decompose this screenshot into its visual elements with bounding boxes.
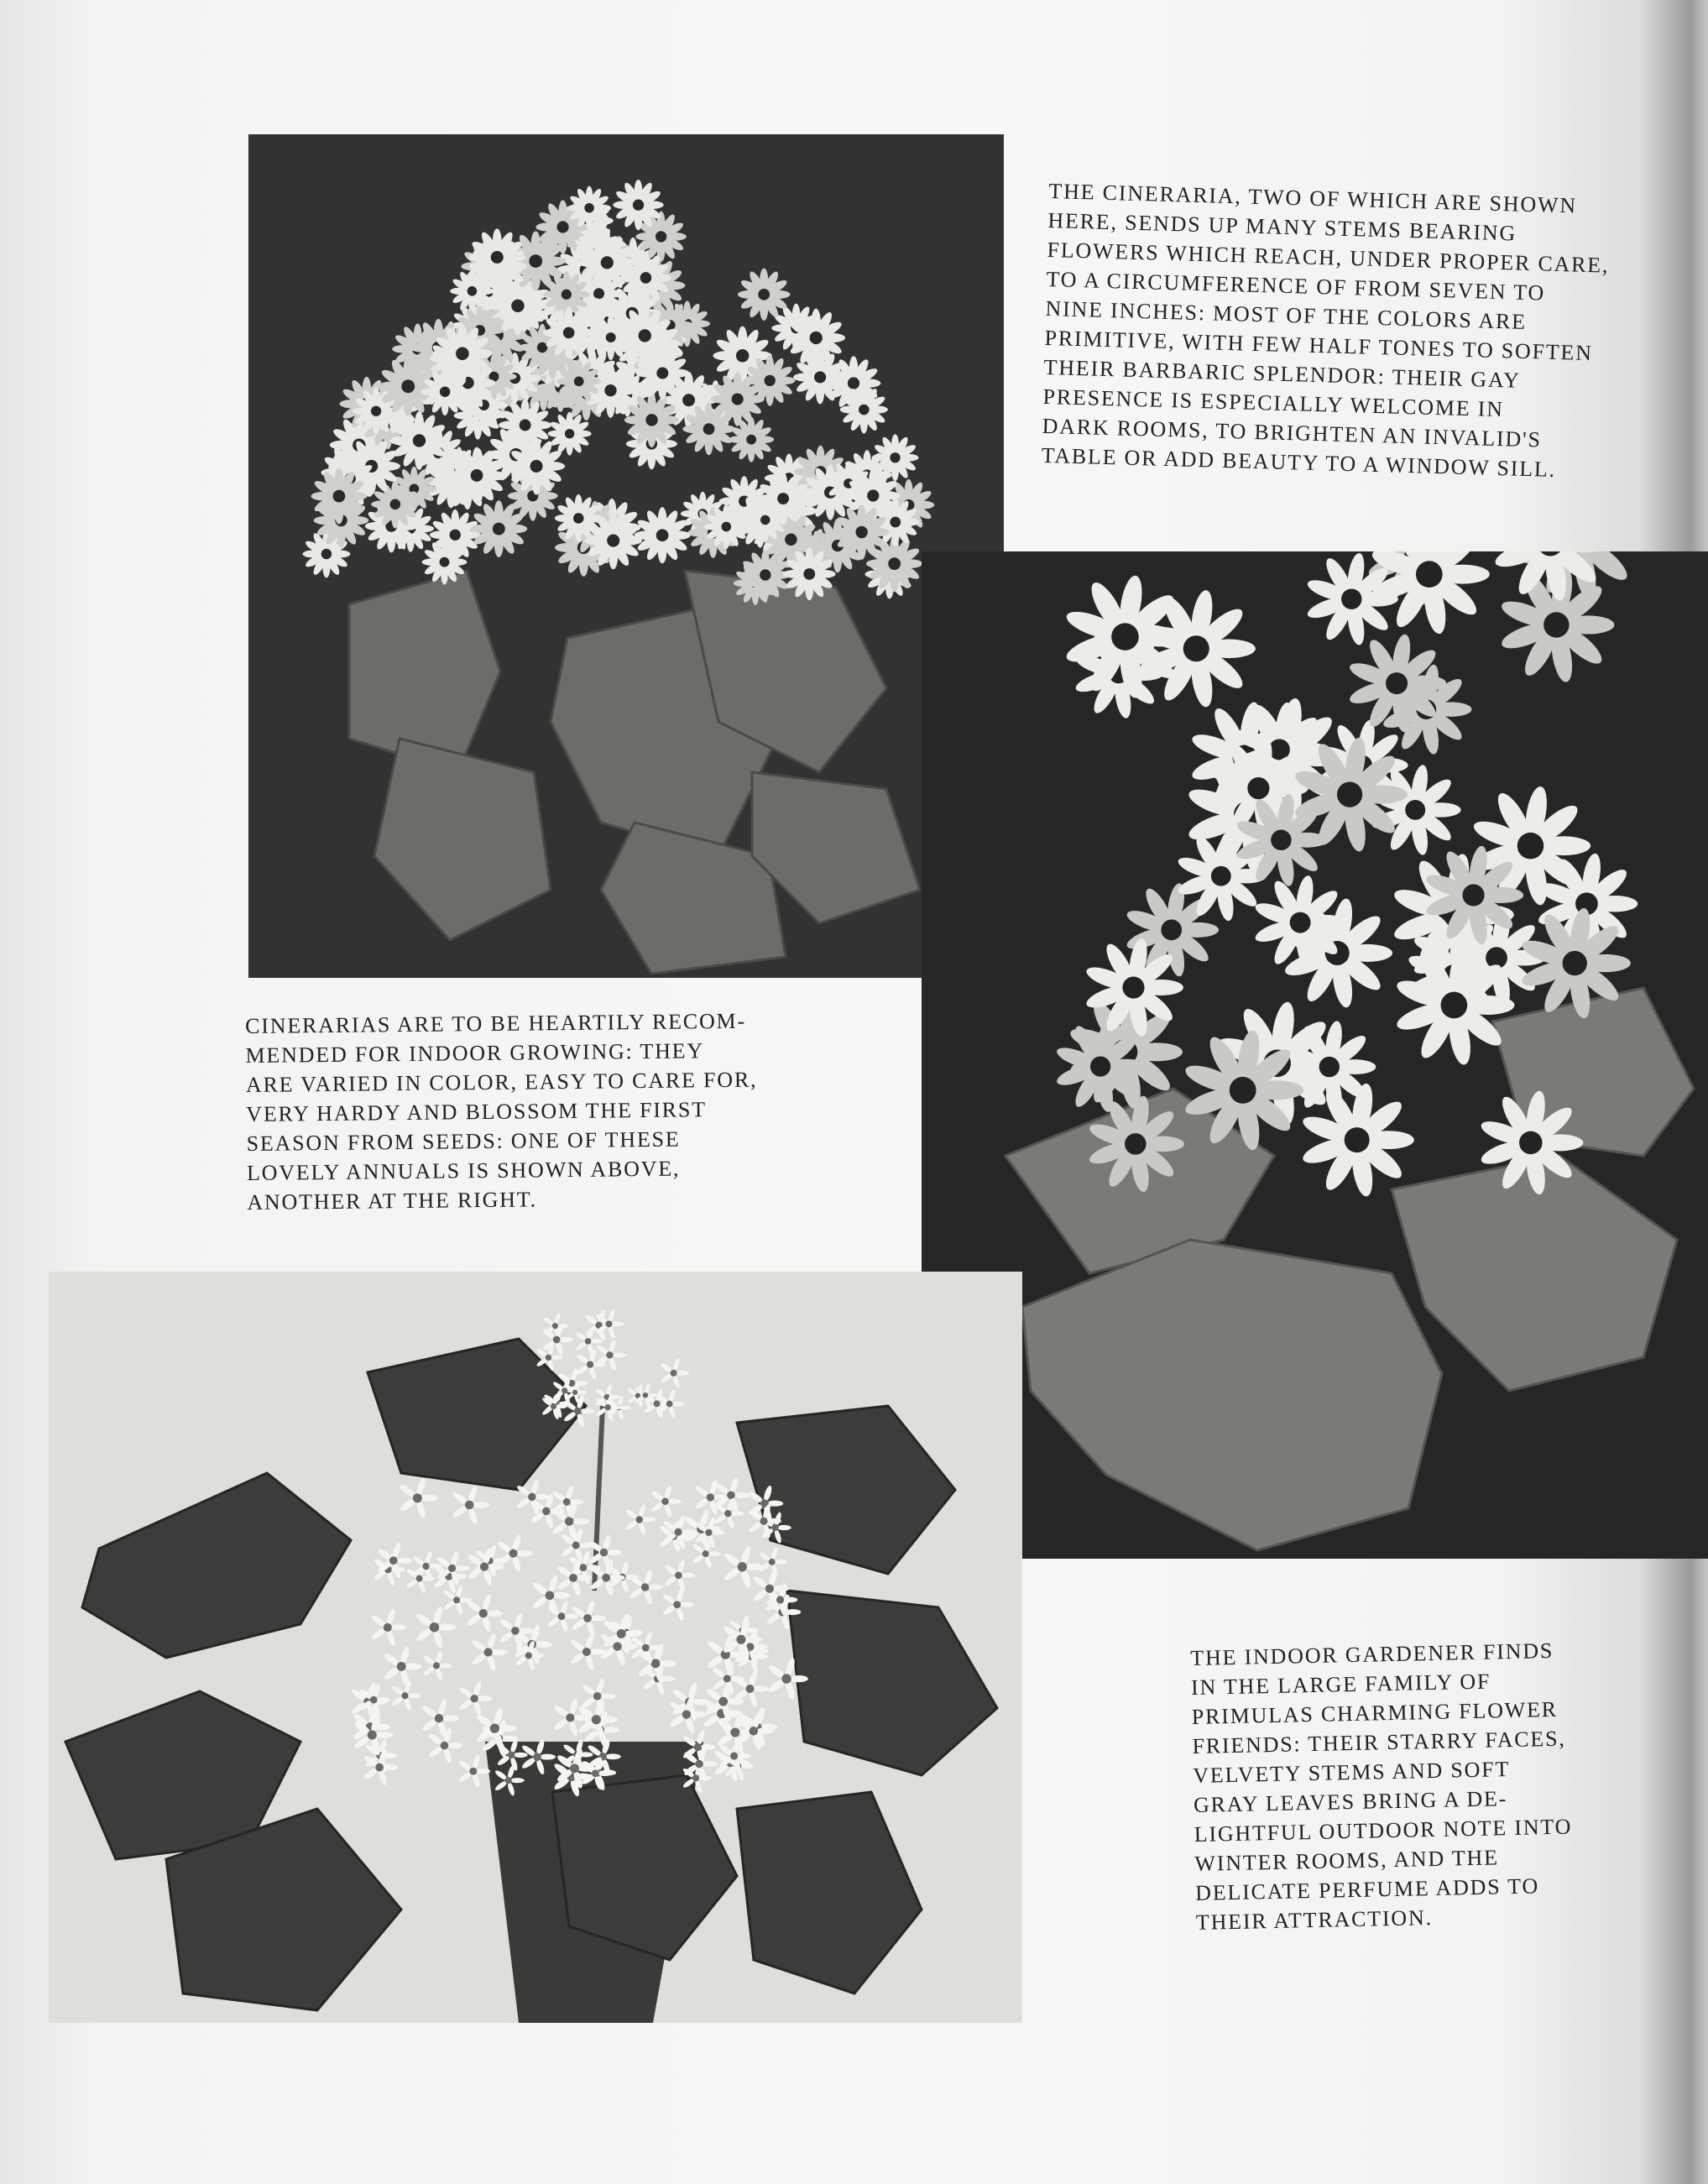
- caption-cineraria-top: THE CINERARIA, TWO OF WHICH ARE SHOWN HERE, SENDS UP MANY STEMS BEARING FLOWERS WHICH REACH, UNDER PROPER CARE, TO A CIRCUMFERENCE OF FROM SEVEN TO NINE INCHES: MOST OF THE COLORS ARE PRIMITIVE, WITH FEW HALF TONES TO SOFTEN THEIR BARBARIC SPLENDOR: THEIR GAY PRESENCE IS ESPECIALLY WELCOME IN DARK ROOMS, TO BRIGHTEN AN INVALID'S TABLE OR ADD BEAUTY TO A WINDOW SILL.: [1041, 178, 1610, 482]
- cineraria-photo-right: [922, 551, 1708, 1559]
- caption-primula-bottom: THE INDOOR GARDENER FINDS IN THE LARGE FAMILY OF PRIMULAS CHARMING FLOWER FRIENDS: THEIR STARRY FACES, VELVETY STEMS AND SOFT GRAY LEAVES BRING A DE- LIGHTFUL OUTDOOR NOTE INTO WINTER ROOMS, AND THE DELICATE PERFUME ADDS TO THEIR ATTRACTION.: [1190, 1638, 1573, 1935]
- caption-cineraria-middle: CINERARIAS ARE TO BE HEARTILY RECOM- MENDED FOR INDOOR GROWING: THEY ARE VARIED IN COLOR, EASY TO CARE FOR, VERY HARDY AND BLOSSOM THE FIRST SEASON FROM SEEDS: ONE OF THESE LOVELY ANNUALS IS SHOWN ABOVE, ANOTHER AT THE RIGHT.: [245, 1008, 758, 1215]
- cineraria-illustration: [248, 134, 1004, 978]
- cineraria-photo-top: [248, 134, 1004, 978]
- cineraria-closeup-illustration: [922, 551, 1708, 1559]
- primula-illustration: [49, 1272, 1022, 2023]
- primula-photo-bottom: [49, 1272, 1022, 2023]
